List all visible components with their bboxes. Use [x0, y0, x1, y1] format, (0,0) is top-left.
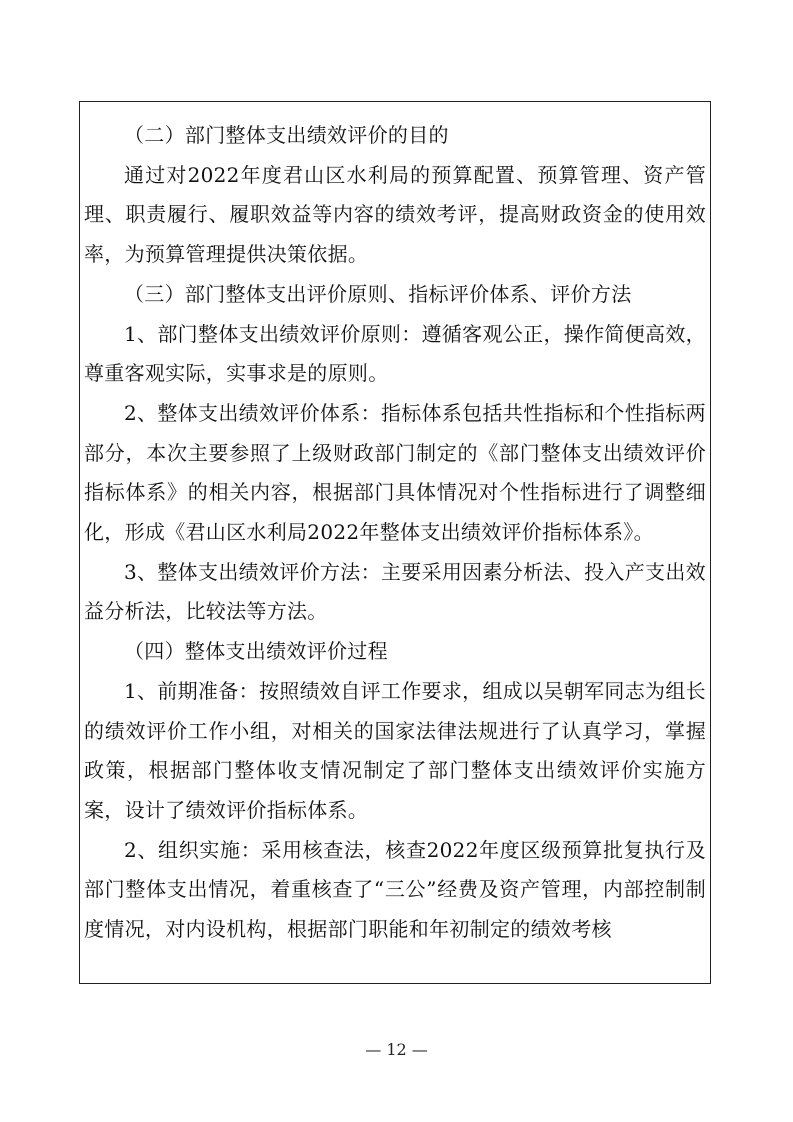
paragraph-methods: 3、整体支出绩效评价方法：主要采用因素分析法、投入产支出效益分析法，比较法等方法。 [84, 559, 706, 624]
document-body [84, 116, 706, 950]
paragraph-purpose: 通过对2022年度君山区水利局的预算配置、预算管理、资产管理、职责履行、履职效益等内容的绩效考评，提高财政资金的使用效率，为预算管理提供决策依据。 [84, 162, 706, 267]
page-number: — 12 — [365, 1040, 428, 1059]
paragraph-preparation: 1、前期准备：按照绩效自评工作要求，组成以吴朝军同志为组长的绩效评价工作小组，对相关的国家法律法规进行了认真学习，掌握政策，根据部门整体收支情况制定了部门整体支出绩效评价实施方案，设计了绩效评价指标体系。 [84, 678, 706, 822]
section-heading-principles: （三）部门整体支出评价原则、指标评价体系、评价方法 [124, 281, 632, 306]
paragraph-principles: 1、部门整体支出绩效评价原则：遵循客观公正，操作简便高效，尊重客观实际，实事求是的原则。 [84, 321, 706, 386]
paragraph-index-system: 2、整体支出绩效评价体系：指标体系包括共性指标和个性指标两部分，本次主要参照了上级财政部门制定的《部门整体支出绩效评价指标体系》的相关内容，根据部门具体情况对个性指标进行了调整细化，形成《君山区水利局2022年整体支出绩效评价指标体系》。 [84, 400, 706, 545]
section-heading-purpose: （二）部门整体支出绩效评价的目的 [124, 123, 449, 147]
section-heading-process: （四）整体支出绩效评价过程 [124, 639, 388, 664]
paragraph-implementation: 2、组织实施：采用核查法，核查2022年度区级预算批复执行及部门整体支出情况，着重核查了“三公”经费及资产管理，内部控制制度情况，对内设机构，根据部门职能和年初制定的绩效考核 [84, 837, 706, 942]
